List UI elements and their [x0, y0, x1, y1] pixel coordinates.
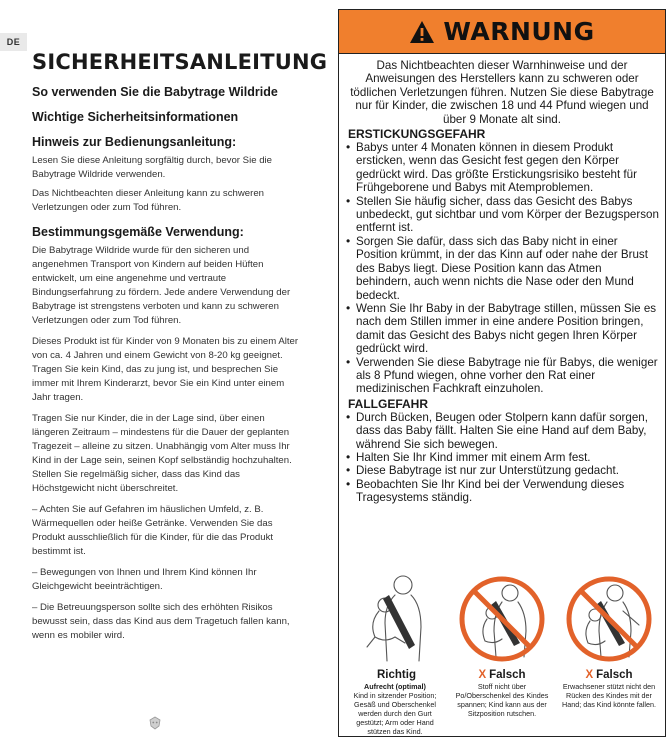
brand-logo-icon	[148, 716, 162, 730]
list-item: • Diese Babytrage ist nur zur Unterstützung gedacht.	[345, 464, 659, 477]
correct-carry-illustration-icon	[345, 571, 445, 667]
figure-mark: X	[585, 669, 594, 681]
figure-wrong-2	[559, 571, 659, 709]
warning-panel	[338, 9, 666, 737]
figure-label	[452, 669, 552, 682]
figure-description: Stoff nicht über Po/Oberschenkel des Kindes spannen; Kind kann aus der Sitzposition rutschen.	[455, 682, 549, 718]
intended-paragraph-2: Dieses Produkt ist für Kinder von 9 Monaten bis zu einem Alter von ca. 4 Jahren und einem Gewicht von 8-20 kg geeignet. Tragen Sie kein Kind, das zu jung ist, und besprechen Sie immer mit Ihrem Kinderarzt, bevor Sie ein Kind unter einem Jahr tragen.	[32, 336, 299, 403]
figure-label	[559, 669, 659, 682]
figure-description: Erwachsener stützt nicht den Rücken des Kindes mit der Hand; das Kind könnte fallen.	[562, 682, 656, 709]
list-item: • Sorgen Sie dafür, dass sich das Baby nicht in einer Position krümmt, in der das Kinn auf oder nahe der Brust des Babys liegt. Diese Position kann das Atmen behindern, auch wenn nichts die Nase oder den Mund bedeckt.	[345, 235, 659, 302]
figure-label-text: Richtig	[377, 669, 416, 681]
prohibited-icon	[452, 571, 552, 667]
intended-paragraph-1: Die Babytrage Wildride wurde für den sicheren und angenehmen Transport von Kindern auf beiden Hüften entwickelt, um eine angenehme und vertraute Bindungserfahrung zu fördern. Jede andere Verwendung der Babytrage ist strengstens verboten und kann zu schweren Verletzungen oder zum Tod führen.	[32, 245, 291, 326]
figure-label-text: Falsch	[489, 669, 526, 681]
list-item: • Stellen Sie häufig sicher, dass das Gesicht des Babys unbedeckt, gut sichtbar und vom Körper der Bezugsperson entfernt ist.	[345, 195, 659, 235]
safety-info-heading: Wichtige Sicherheitsinformationen	[32, 110, 239, 124]
usage-paragraph-2: Das Nichtbeachten dieser Anleitung kann zu schweren Verletzungen oder zum Tod führen.	[32, 188, 264, 213]
page-title: SICHERHEITSANLEITUNG	[32, 50, 328, 74]
list-item: • Beobachten Sie Ihr Kind bei der Verwendung dieses Tragesystems ständig.	[345, 478, 659, 505]
warning-title: WARNUNG	[443, 17, 595, 46]
suffocation-list	[345, 141, 659, 396]
language-tab: DE	[0, 33, 27, 51]
list-item: • Babys unter 4 Monaten können in diesem Produkt ersticken, wenn das Gesicht fest gegen den Körper gedrückt wird. Das größte Erstickungsrisiko besteht für Frühgeborene und Babys mit Atemproblemen.	[345, 141, 659, 195]
list-item: • Verwenden Sie diese Babytrage nie für Babys, die weniger als 8 Pfund wiegen, ohne vorher den Rat einer medizinischen Fachkraft einzuholen.	[345, 356, 659, 396]
figure-correct	[345, 571, 445, 736]
subtitle: So verwenden Sie die Babytrage Wildride	[32, 85, 278, 99]
figure-label-text: Falsch	[596, 669, 633, 681]
intended-paragraph-3: Tragen Sie nur Kinder, die in der Lage sind, über einen längeren Zeitraum – mindestens für die Dauer der geplanten Tragezeit – alleine zu sitzen. Unabhängig vom Alter muss Ihr Kind in der Lage sein, seinen Kopf selbständig hochzuhalten. Stellen Sie regelmäßig sicher, dass das Kind das Höchstgewicht nicht überschreitet.	[32, 413, 292, 494]
fall-heading: FALLGEFAHR	[348, 396, 428, 411]
intended-paragraph-4: – Achten Sie auf Gefahren im häuslichen Umfeld, z. B. Wärmequellen oder heiße Getränke. Verwenden Sie das Produkt ausschließlich für die Kinder, für die das Produkt bestimmt ist.	[32, 504, 274, 557]
suffocation-heading: ERSTICKUNGSGEFAHR	[348, 127, 486, 142]
list-item: • Halten Sie Ihr Kind immer mit einem Arm fest.	[345, 451, 659, 464]
figure-label	[345, 669, 445, 682]
list-item: • Wenn Sie Ihr Baby in der Babytrage stillen, müssen Sie es nach dem Stillen immer in eine andere Position bringen, damit das Gesicht des Babys nicht gegen Ihren Körper gedrückt wird.	[345, 302, 659, 356]
usage-paragraph-1: Lesen Sie diese Anleitung sorgfältig durch, bevor Sie die Babytrage Wildride verwenden.	[32, 155, 272, 180]
warning-triangle-icon	[409, 20, 435, 44]
intended-use-heading: Bestimmungsgemäße Verwendung:	[32, 225, 244, 239]
intended-paragraph-6: – Die Betreuungsperson sollte sich des erhöhten Risikos bewusst sein, dass das Kind aus dem Tragetuch fallen kann, wenn es mobiler wird.	[32, 602, 290, 641]
figure-caption: Aufrecht (optimal)	[364, 682, 426, 691]
instructions-column	[32, 50, 328, 650]
warning-intro: Das Nichtbeachten dieser Warnhinweise und der Anweisungen des Herstellers kann zu schweren oder tödlichen Verletzungen führen. Nutzen Sie diese Babytrage nur für Kinder, die zwischen 18 und 44 Pfund wiegen und über 9 Monate alt sind.	[350, 59, 654, 126]
usage-heading: Hinweis zur Bedienungsanleitung:	[32, 135, 237, 149]
warning-header	[339, 10, 665, 54]
figure-wrong-1	[452, 571, 552, 718]
carry-position-figures	[339, 571, 664, 736]
fall-list	[345, 411, 659, 505]
figure-description: Kind in sitzender Position; Gesäß und Oberschenkel werden durch den Gurt gestützt; Arm oder Hand stützen das Kind.	[353, 691, 437, 736]
warning-body	[339, 54, 665, 505]
list-item: • Durch Bücken, Beugen oder Stolpern kann dafür sorgen, dass das Baby fällt. Halten Sie eine Hand auf dem Baby, während Sie sich bewegen.	[345, 411, 659, 451]
prohibited-icon	[559, 571, 659, 667]
figure-mark: X	[478, 669, 487, 681]
intended-paragraph-5: – Bewegungen von Ihnen und Ihrem Kind können Ihr Gleichgewicht beeinträchtigen.	[32, 567, 257, 592]
